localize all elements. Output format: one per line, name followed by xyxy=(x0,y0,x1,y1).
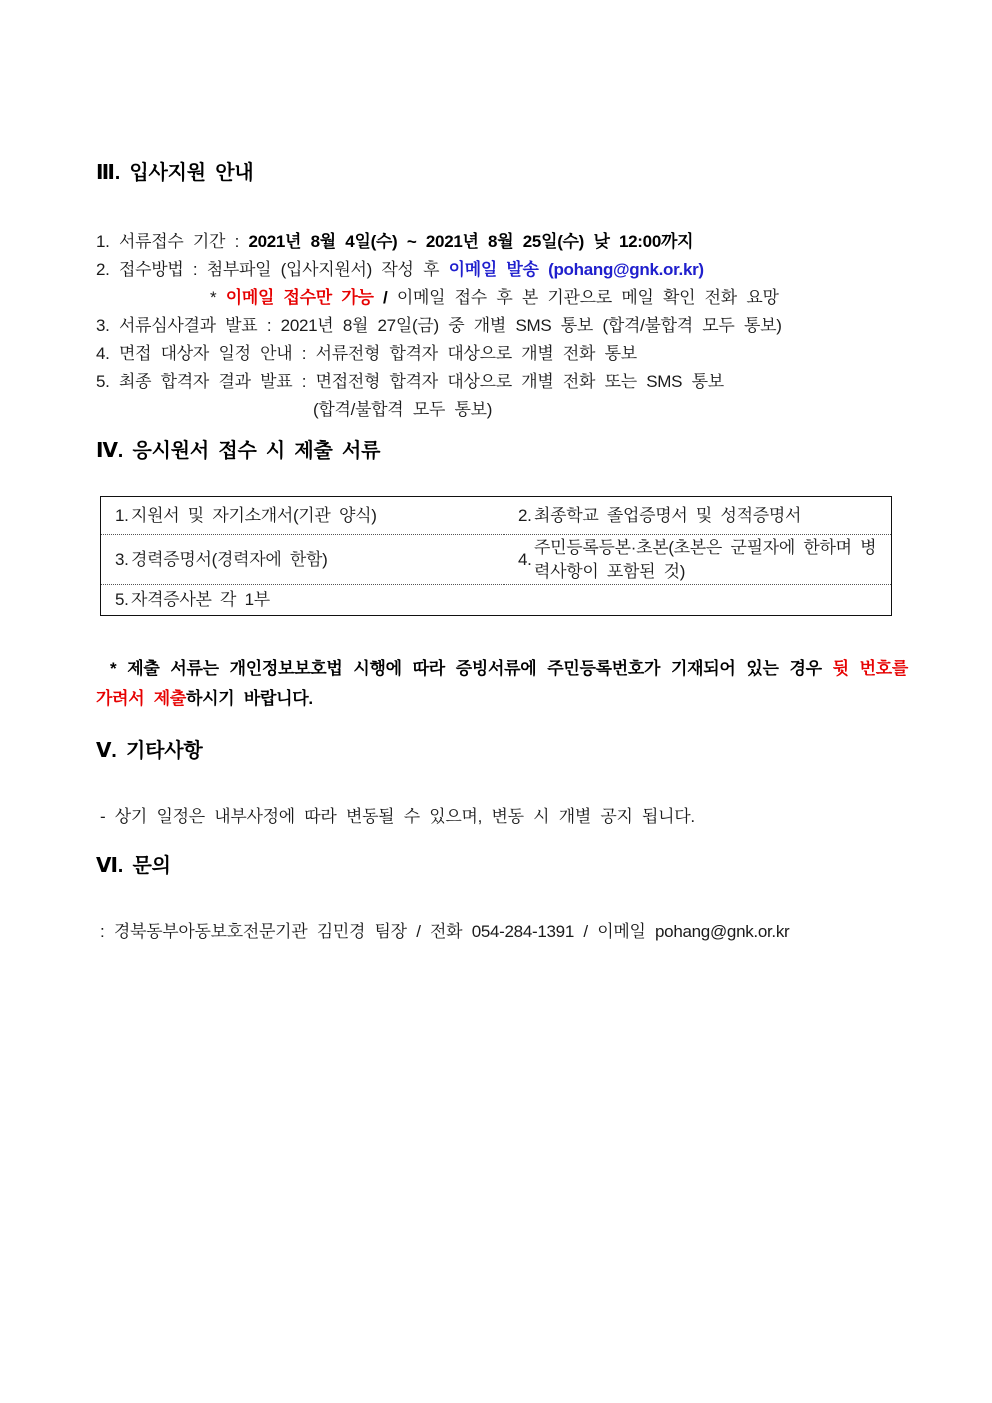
cell-number: 2. xyxy=(517,505,532,525)
cell-number: 3. xyxy=(115,549,129,569)
note-rest: 이메일 접수 후 본 기관으로 메일 확인 전화 요망 xyxy=(396,288,779,307)
privacy-note xyxy=(96,654,908,714)
note-star: * xyxy=(210,288,226,307)
section-vi-heading: Ⅵ. 문의 xyxy=(96,855,171,877)
list-item-1 xyxy=(96,228,908,256)
section-v-heading: Ⅴ. 기타사항 xyxy=(96,740,203,762)
item2-email-text: 이메일 발송 (pohang@gnk.or.kr) xyxy=(448,260,704,279)
item2-prefix: 2. 접수방법 : 첨부파일 (입사지원서) 작성 후 xyxy=(96,260,449,279)
note-email-only: 이메일 접수만 가능 xyxy=(225,288,374,307)
table-row xyxy=(101,585,892,616)
list-item-5: 5. 최종 합격자 결과 발표 : 면접전형 합격자 대상으로 개별 전화 또는 SMS 통보 xyxy=(96,372,724,391)
list-item-4: 4. 면접 대상자 일정 안내 : 서류전형 합격자 대상으로 개별 전화 통보 xyxy=(96,344,637,363)
cell-text: 최종학교 졸업증명서 및 성적증명서 xyxy=(533,505,802,525)
privacy-note-black1: * 제출 서류는 개인정보보호법 시행에 따라 증빙서류에 주민등록번호가 기재되어 있는 경우 xyxy=(110,659,833,678)
cell-number: 4. xyxy=(517,549,532,569)
table-row xyxy=(101,497,892,535)
cell-text: 주민등록등본·초본(초본은 군필자에 한하며 병력사항이 포함된 것) xyxy=(533,537,877,581)
item1-prefix: 1. 서류접수 기간 : xyxy=(96,232,249,251)
note-slash: / xyxy=(373,288,397,307)
section-iii-heading: Ⅲ. 입사지원 안내 xyxy=(96,162,254,184)
privacy-note-red: 뒷 번호를 가려서 제출 xyxy=(96,659,909,708)
cell-text: 자격증사본 각 1부 xyxy=(131,590,270,609)
required-documents-table xyxy=(100,496,892,616)
application-guide-list xyxy=(96,228,908,424)
table-row xyxy=(101,535,892,585)
cell-text: 지원서 및 자기소개서(기관 양식) xyxy=(131,505,377,525)
cell-text: 경력증명서(경력자에 한함) xyxy=(131,549,328,569)
list-item-3: 3. 서류심사결과 발표 : 2021년 8월 27일(금) 중 개별 SMS 통보 (합격/불합격 모두 통보) xyxy=(96,316,782,335)
list-item-2-note xyxy=(96,284,908,312)
contact-line: : 경북동부아동보호전문기관 김민경 팀장 / 전화 054-284-1391 / 이메일 pohang@gnk.or.kr xyxy=(100,922,790,941)
section-iv-heading: Ⅳ. 응시원서 접수 시 제출 서류 xyxy=(96,440,381,462)
cell-number: 5. xyxy=(115,590,129,609)
list-item-2 xyxy=(96,256,908,284)
document-content xyxy=(96,0,908,944)
privacy-note-black2: 하시기 바랍니다. xyxy=(186,689,313,708)
item1-period: 2021년 8월 4일(수) ~ 2021년 8월 25일(수) 낮 12:00까지 xyxy=(248,232,694,251)
cell-number: 1. xyxy=(115,505,129,525)
list-item-5-continuation: (합격/불합격 모두 통보) xyxy=(313,400,493,419)
section-v-line: - 상기 일정은 내부사정에 따라 변동될 수 있으며, 변동 시 개별 공지 됩니다. xyxy=(100,807,695,826)
